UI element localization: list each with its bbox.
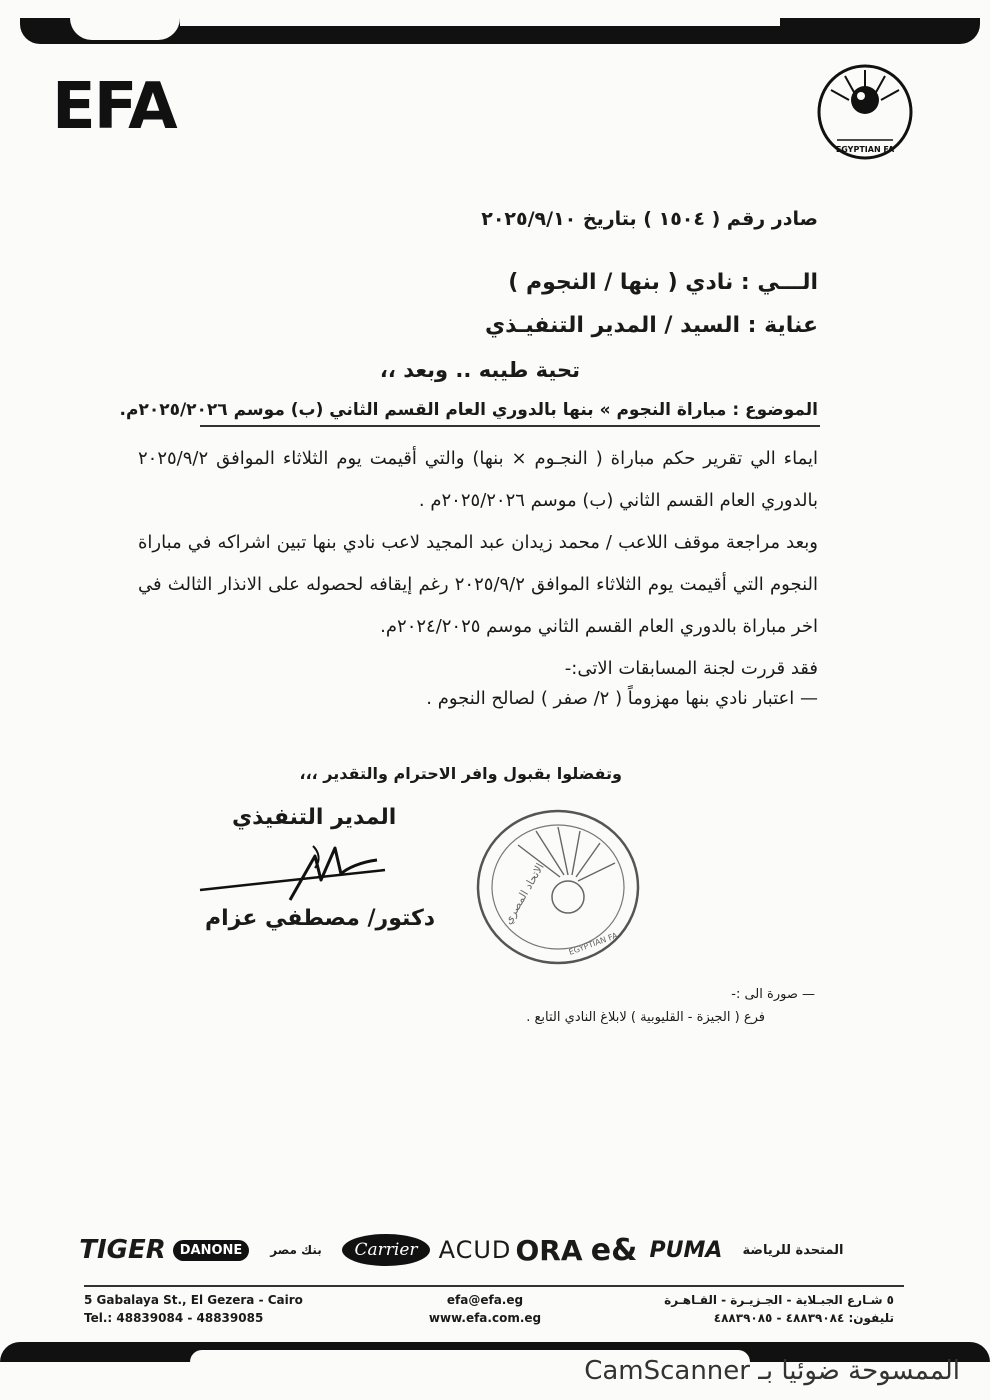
letter-body [138,438,818,690]
efa-seal-icon [815,62,915,162]
letter-reference: صادر رقم ( ١٥٠٤ ) بتاريخ ٢٠٢٥/٩/١٠ [481,208,818,230]
signature-name: دكتور/ مصطفي عزام [205,906,436,931]
acud-logo: ACUD [438,1236,512,1264]
danone-logo: DANONE [172,1225,250,1275]
svg-text:EGYPTIAN FA: EGYPTIAN FA [835,145,895,154]
tiger-logo: TIGER [79,1235,166,1265]
body-paragraph-3: فقد قررت لجنة المسابقات الاتى:- [564,658,818,679]
ora-logo: ORA [515,1233,583,1267]
handwritten-signature [195,828,395,908]
letter-greeting: تحية طيبه .. وبعد ،، [379,358,580,382]
cc-text: فرع ( الجيزة - القليوبية ) لابلاغ النادي التابع . [526,1010,765,1025]
official-stamp-icon [470,805,645,970]
letter-closing: وتفضلوا بقبول وافر الاحترام والتقدير ،،، [299,764,622,783]
footer-address-en: 5 Gabalaya St., El Gezera - Cairo Tel.: 48839084 - 48839085 [84,1293,303,1325]
footer-contact: efa@efa.eg www.efa.com.eg [428,1293,542,1325]
carrier-logo: Carrier [340,1225,432,1275]
etisalat-logo: e& [590,1232,638,1268]
footer-divider [84,1285,904,1287]
body-paragraph-2: وبعد مراجعة موقف اللاعب / محمد زيدان عبد المجيد لاعب نادي بنها تبين اشراكه في مباراة النجوم التي أقيمت يوم الثلاثاء الموافق ٢٠٢٥/٩/٢ رغم إيقافه لحصوله على الانذار الثالث في اخر مباراة بالدوري العام القسم الثاني موسم ٢٠٢٤/٢٠٢٥م. [138,532,818,637]
signature-title: المدير التنفيذي [232,805,397,830]
cc-label: — صورة الى :- [731,987,815,1002]
decision-item: — اعتبار نادي بنها مهزوماً ( ٢/ صفر ) لصالح النجوم . [426,688,818,709]
svg-text:الاتحاد المصري: الاتحاد المصري [501,860,547,927]
camscanner-watermark: الممسوحة ضوئيا بـ CamScanner [584,1356,960,1386]
subject-underline [200,425,820,427]
letter-attention: عناية : السيد / المدير التنفيـذي [484,313,818,338]
letter-recipient: الـــي : نادي ( بنها / النجوم ) [508,270,818,295]
puma-logo: PUMA [649,1237,723,1263]
letter-subject: الموضوع : مباراة النجوم » بنها بالدوري العام القسم الثاني (ب) موسم ٢٠٢٥/٢٠٢٦م. [119,400,818,420]
sponsor-strip [80,1225,910,1280]
body-paragraph-1: ايماء الي تقرير حكم مباراة ( النجـوم × بنها) والتي أقيمت يوم الثلاثاء الموافق ٢٠٢٥/٩/٢ بالدوري العام القسم الثاني (ب) موسم ٢٠٢٥/٢٠٢٦م . [138,448,818,511]
banque-misr-logo: بنك مصر [270,1243,322,1257]
efa-logo: EFA [52,70,176,144]
footer-address-ar: ٥ شـارع الجبـلاية - الجـزيـرة - القـاهـرة تليفون: ٤٨٨٣٩٠٨٤ - ٤٨٨٣٩٠٨٥ [664,1293,894,1325]
mottahida-logo: المتحدة للرياضة [742,1242,844,1258]
svg-text:EGYPTIAN FA: EGYPTIAN FA [567,930,619,957]
